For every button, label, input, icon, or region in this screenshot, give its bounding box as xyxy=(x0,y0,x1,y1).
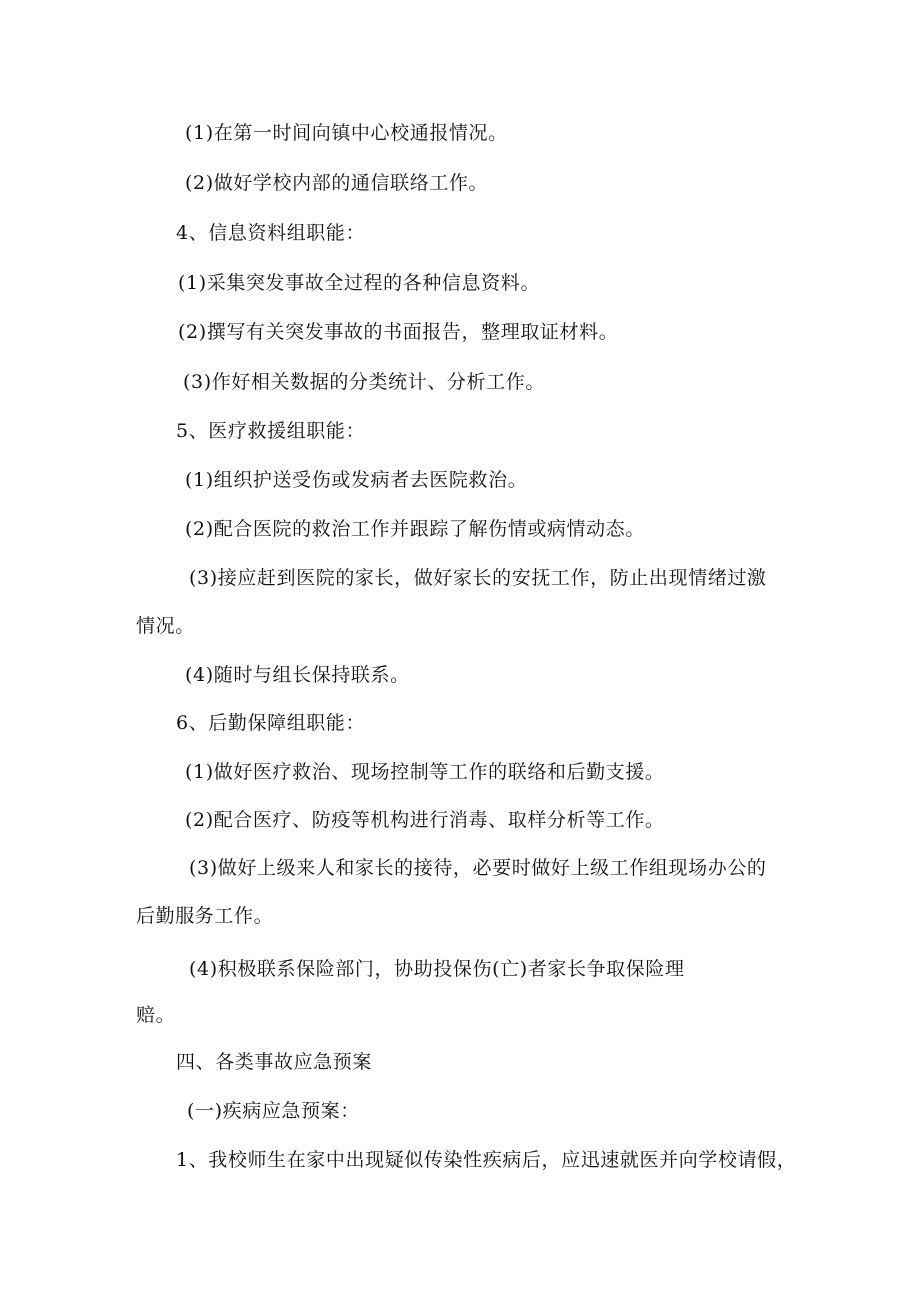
paragraph-line: (2)配合医院的救治工作并跟踪了解伤情或病情动态。 xyxy=(185,518,645,540)
subsection-heading: (一)疾病应急预案： xyxy=(187,1100,360,1122)
paragraph-line-continuation: 情况。 xyxy=(136,615,195,637)
paragraph-line: 1、我校师生在家中出现疑似传染性疾病后，应迅速就医并向学校请假， xyxy=(176,1149,797,1171)
section-heading: 6、后勤保障组职能： xyxy=(176,712,366,734)
paragraph-line: (4)积极联系保险部门，协助投保伤(亡)者家长争取保险理 xyxy=(189,958,685,980)
paragraph-line: (1)做好医疗救治、现场控制等工作的联络和后勤支援。 xyxy=(185,761,665,783)
paragraph-line: (3)作好相关数据的分类统计、分析工作。 xyxy=(183,371,545,393)
paragraph-line: (3)接应赶到医院的家长，做好家长的安抚工作，防止出现情绪过激 xyxy=(189,567,767,589)
paragraph-line: (2)撰写有关突发事故的书面报告，整理取证材料。 xyxy=(178,321,619,343)
paragraph-line: (1)组织护送受伤或发病者去医院救治。 xyxy=(185,469,528,491)
paragraph-line: (4)随时与组长保持联系。 xyxy=(185,664,410,686)
paragraph-line-continuation: 赔。 xyxy=(136,1004,176,1026)
paragraph-line: (1)在第一时间向镇中心校通报情况。 xyxy=(185,122,508,144)
chapter-heading: 四、各类事故应急预案 xyxy=(176,1051,373,1073)
paragraph-line: (2)配合医疗、防疫等机构进行消毒、取样分析等工作。 xyxy=(185,809,665,831)
section-heading: 5、医疗救援组职能： xyxy=(176,420,366,442)
paragraph-line-continuation: 后勤服务工作。 xyxy=(136,905,274,927)
paragraph-line: (2)做好学校内部的通信联络工作。 xyxy=(185,172,489,194)
paragraph-line: (3)做好上级来人和家长的接待，必要时做好上级工作组现场办公的 xyxy=(189,857,767,879)
paragraph-line: (1)采集突发事故全过程的各种信息资料。 xyxy=(178,272,540,294)
section-heading: 4、信息资料组职能： xyxy=(176,222,366,244)
